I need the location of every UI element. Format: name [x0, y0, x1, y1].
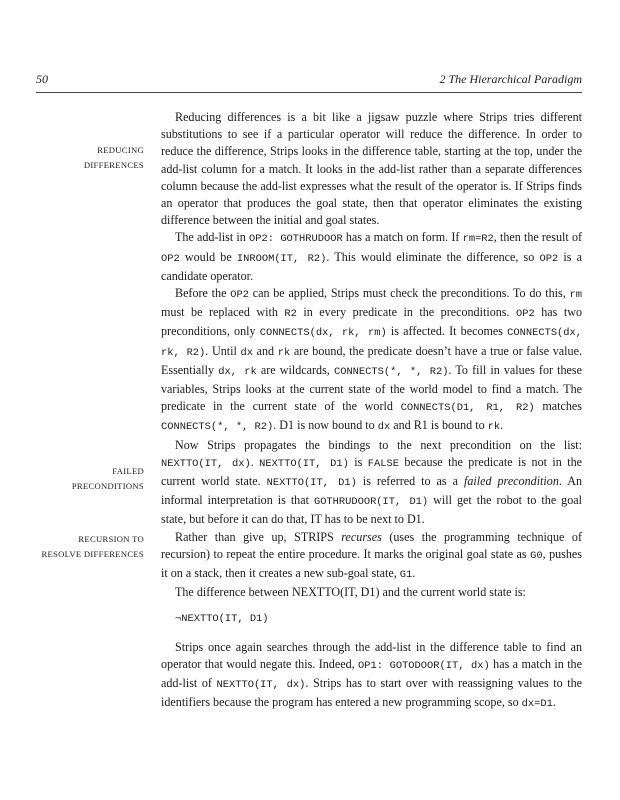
paragraph-search: Strips once again searches through the add-list in the difference table to find an operator that would negate this. Indeed, OP1: GOTODOOR(IT, dx) has a match in the add-list of NEXTTO(IT, dx). Strips has to start over with reassigning values to the identifiers because the program has entered a new programming scope, so dx=D1. — [161, 639, 582, 711]
display-formula: ¬NEXTTO(IT, D1) — [175, 613, 269, 626]
margin-note-recursion: RECURSION TO RESOLVE DIFFERENCES — [41, 534, 144, 559]
paragraph-bindings: Now Strips propagates the bindings to the next precondition on the list: NEXTTO(IT, dx). NEXTTO(IT, D1) is FALSE because the predicate is not in the current world state. NEXTTO(IT, D1) is referred to as a failed precondition. An informal interpretation is that GOTHRUDOOR(IT, D1) will get the robot to the goal state, but before it can do that, IT has to be next to D1. — [161, 437, 583, 527]
paragraph-reducing: Reducing differences is a bit like a jigsaw puzzle where Strips tries different substitutions to see if a particular operator will reduce the difference. In order to reduce the difference, Strips looks in the difference table, starting at the top, under the add-list column for a match. It looks in the add-list rather than a separate differences column because the add-list expresses what the result of the operator is. If Strips finds an operator that produces the goal state, then that operator eliminates the existing difference between the initial and goal states. — [161, 110, 582, 228]
margin-note-reducing-differences: REDUCING DIFFERENCES — [83, 145, 144, 170]
margin-note-failed-preconditions: FAILED PRECONDITIONS — [71, 466, 144, 491]
paragraph-recursion: Rather than give up, STRIPS recurses (uses the programming technique of recursion) to repeat the entire procedure. It marks the original goal state as G0, pushes it on a stack, then it creates a new sub-goal state, G1. — [161, 529, 583, 582]
page-number: 50 — [36, 72, 48, 86]
paragraph-add-list: The add-list in OP2: GOTHRUDOOR has a match on form. If rm=R2, then the result of OP2 would be INROOM(IT, R2). This would eliminate the difference, so OP2 is a candidate operator. — [161, 230, 583, 283]
body-text — [161, 109, 582, 714]
header-rule — [36, 92, 582, 93]
running-header: 2 The Hierarchical Paradigm — [439, 72, 582, 86]
paragraph-preconditions: Before the OP2 can be applied, Strips must check the preconditions. To do this, rm must be replaced with R2 in every predicate in the preconditions. OP2 has two preconditions, only CONNECTS(dx, rk, rm) is affected. It becomes CONNECTS(dx, rk, R2). Until dx and rk are bound, the predicate doesn’t have a true or false value. Essentially dx, rk are wildcards, CONNECTS(*, *, R2). To fill in values for these variables, Strips looks at the current state of the world model to find a match. The predicate in the current state of the world CONNECTS(D1, R1, R2) matches CONNECTS(*, *, R2). D1 is now bound to dx and R1 is bound to rk. — [161, 286, 583, 434]
paragraph-difference: The difference between NEXTTO(IT, D1) and the current world state is: — [175, 585, 526, 600]
